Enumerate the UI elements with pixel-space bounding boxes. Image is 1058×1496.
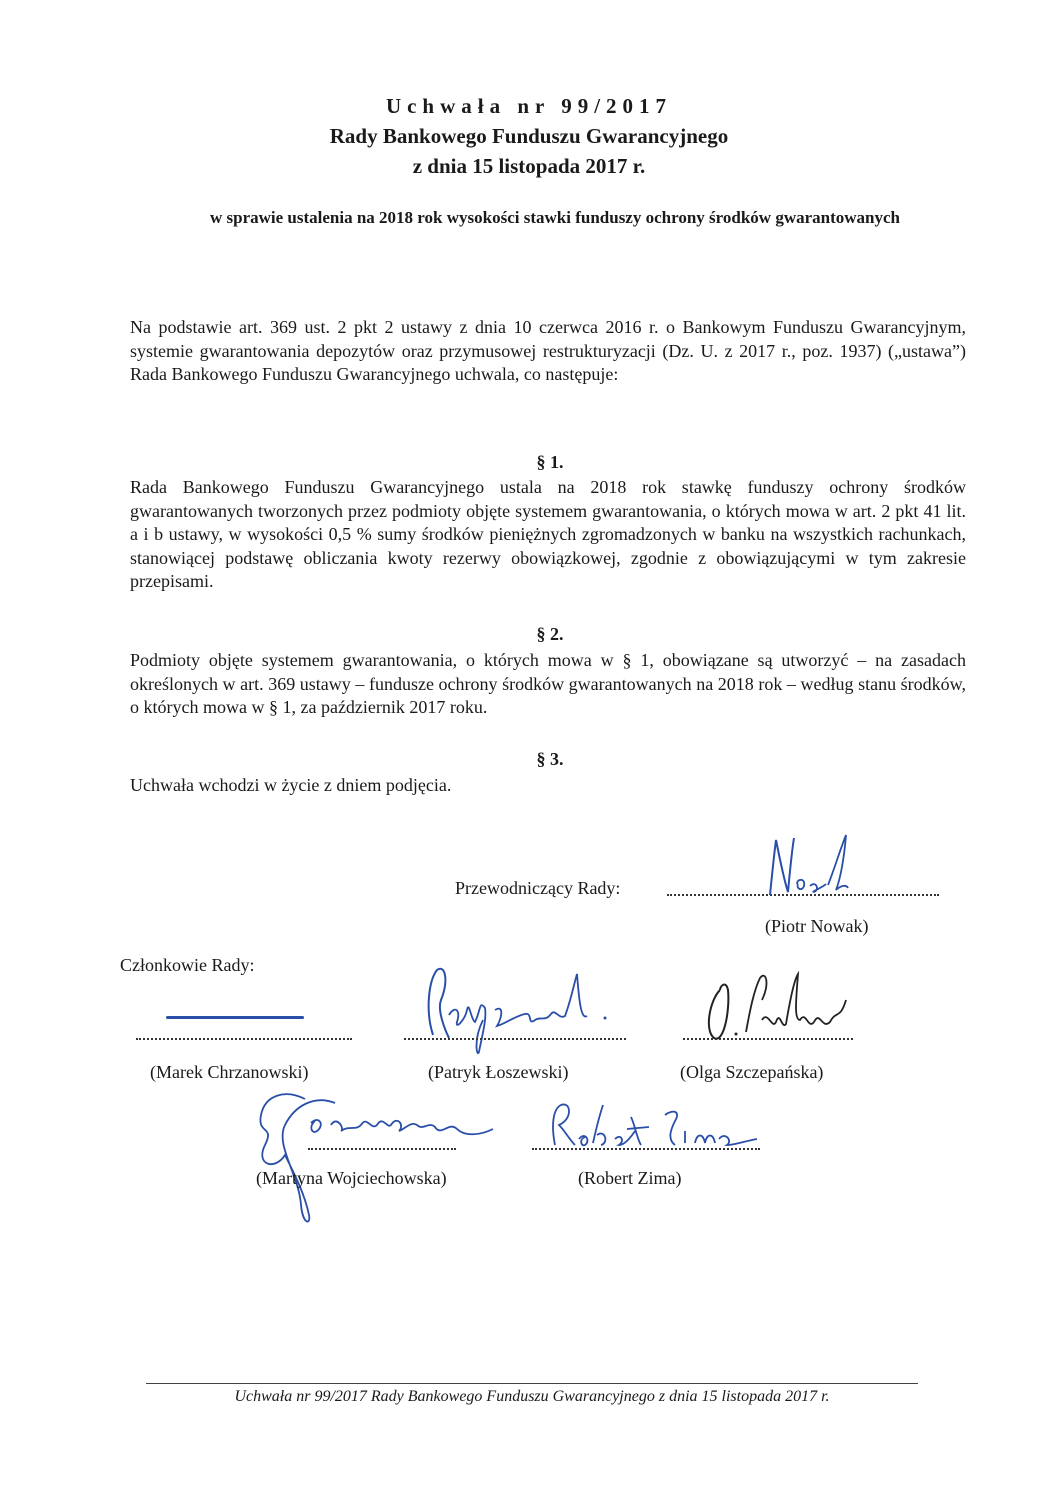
chairman-name: (Piotr Nowak) bbox=[765, 916, 869, 936]
member-4-signature-line bbox=[308, 1148, 456, 1150]
section-2-text: Podmioty objęte systemem gwarantowania, o których mowa w § 1, obowiązane są utworzyć – na zasadach określonych w art. 369 ustawy – fundusze ochrony środków gwarantowanych na 2018 rok – według stanu środków, o których mowa w § 1, za październik 2017 roku. bbox=[130, 650, 966, 717]
member-1-signature bbox=[166, 1016, 304, 1019]
section-1-text: Rada Bankowego Funduszu Gwarancyjnego ustala na 2018 rok stawkę funduszy ochrony środków gwarantowanych tworzonych przez podmioty objęte systemem gwarantowania, o których mowa w art. 2 pkt 41 lit. a i b ustawy, w wysokości 0,5 % sumy środków pieniężnych zgromadzonych w banku na wszystkich rachunkach, stanowiącej podstawę obliczania kwoty rezerwy obowiązkowej, zgodnie z obowiązującymi w tym zakresie przepisami. bbox=[130, 477, 966, 591]
member-2-signature-line bbox=[404, 1038, 626, 1040]
member-5-signature bbox=[535, 1095, 765, 1155]
section-3-heading: § 3. bbox=[536, 749, 564, 769]
members-label: Członkowie Rady: bbox=[120, 955, 255, 975]
member-1-signature-line bbox=[136, 1038, 352, 1040]
member-3-signature bbox=[690, 960, 870, 1050]
resolution-number-title: Uchwała nr 99/2017 bbox=[385, 94, 673, 118]
member-2-signature bbox=[415, 960, 615, 1060]
section-3-text: Uchwała wchodzi w życie z dniem podjęcia. bbox=[130, 775, 452, 795]
council-name-title: Rady Bankowego Funduszu Gwarancyjnego bbox=[329, 124, 729, 148]
section-1-heading: § 1. bbox=[536, 452, 564, 472]
section-2-heading: § 2. bbox=[536, 624, 564, 644]
resolution-subject: w sprawie ustalenia na 2018 rok wysokości stawki funduszy ochrony środków gwarantowanych bbox=[209, 208, 901, 227]
member-4-signature bbox=[245, 1085, 525, 1235]
member-2-name: (Patryk Łoszewski) bbox=[428, 1062, 569, 1082]
member-3-signature-line bbox=[683, 1038, 853, 1040]
resolution-date-title: z dnia 15 listopada 2017 r. bbox=[412, 154, 646, 178]
chairman-label: Przewodniczący Rady: bbox=[455, 878, 621, 898]
member-3-name: (Olga Szczepańska) bbox=[680, 1062, 824, 1082]
footer-divider bbox=[146, 1383, 918, 1384]
legal-basis-paragraph: Na podstawie art. 369 ust. 2 pkt 2 ustawy z dnia 10 czerwca 2016 r. o Bankowym Funduszu Gwarancyjnym, systemie gwarantowania depozytów oraz przymusowej restrukturyzacji (Dz. U. z 2017 r., poz. 1937) („ustawa”) Rada Bankowego Funduszu Gwarancyjnego uchwala, co następuje: bbox=[130, 317, 966, 384]
chairman-signature bbox=[750, 830, 860, 910]
member-5-signature-line bbox=[532, 1148, 760, 1150]
member-1-name: (Marek Chrzanowski) bbox=[150, 1062, 309, 1082]
page-footer: Uchwała nr 99/2017 Rady Bankowego Funduszu Gwarancyjnego z dnia 15 listopada 2017 r. bbox=[234, 1388, 830, 1405]
member-4-name: (Martyna Wojciechowska) bbox=[256, 1168, 447, 1188]
member-5-name: (Robert Zima) bbox=[578, 1168, 682, 1188]
